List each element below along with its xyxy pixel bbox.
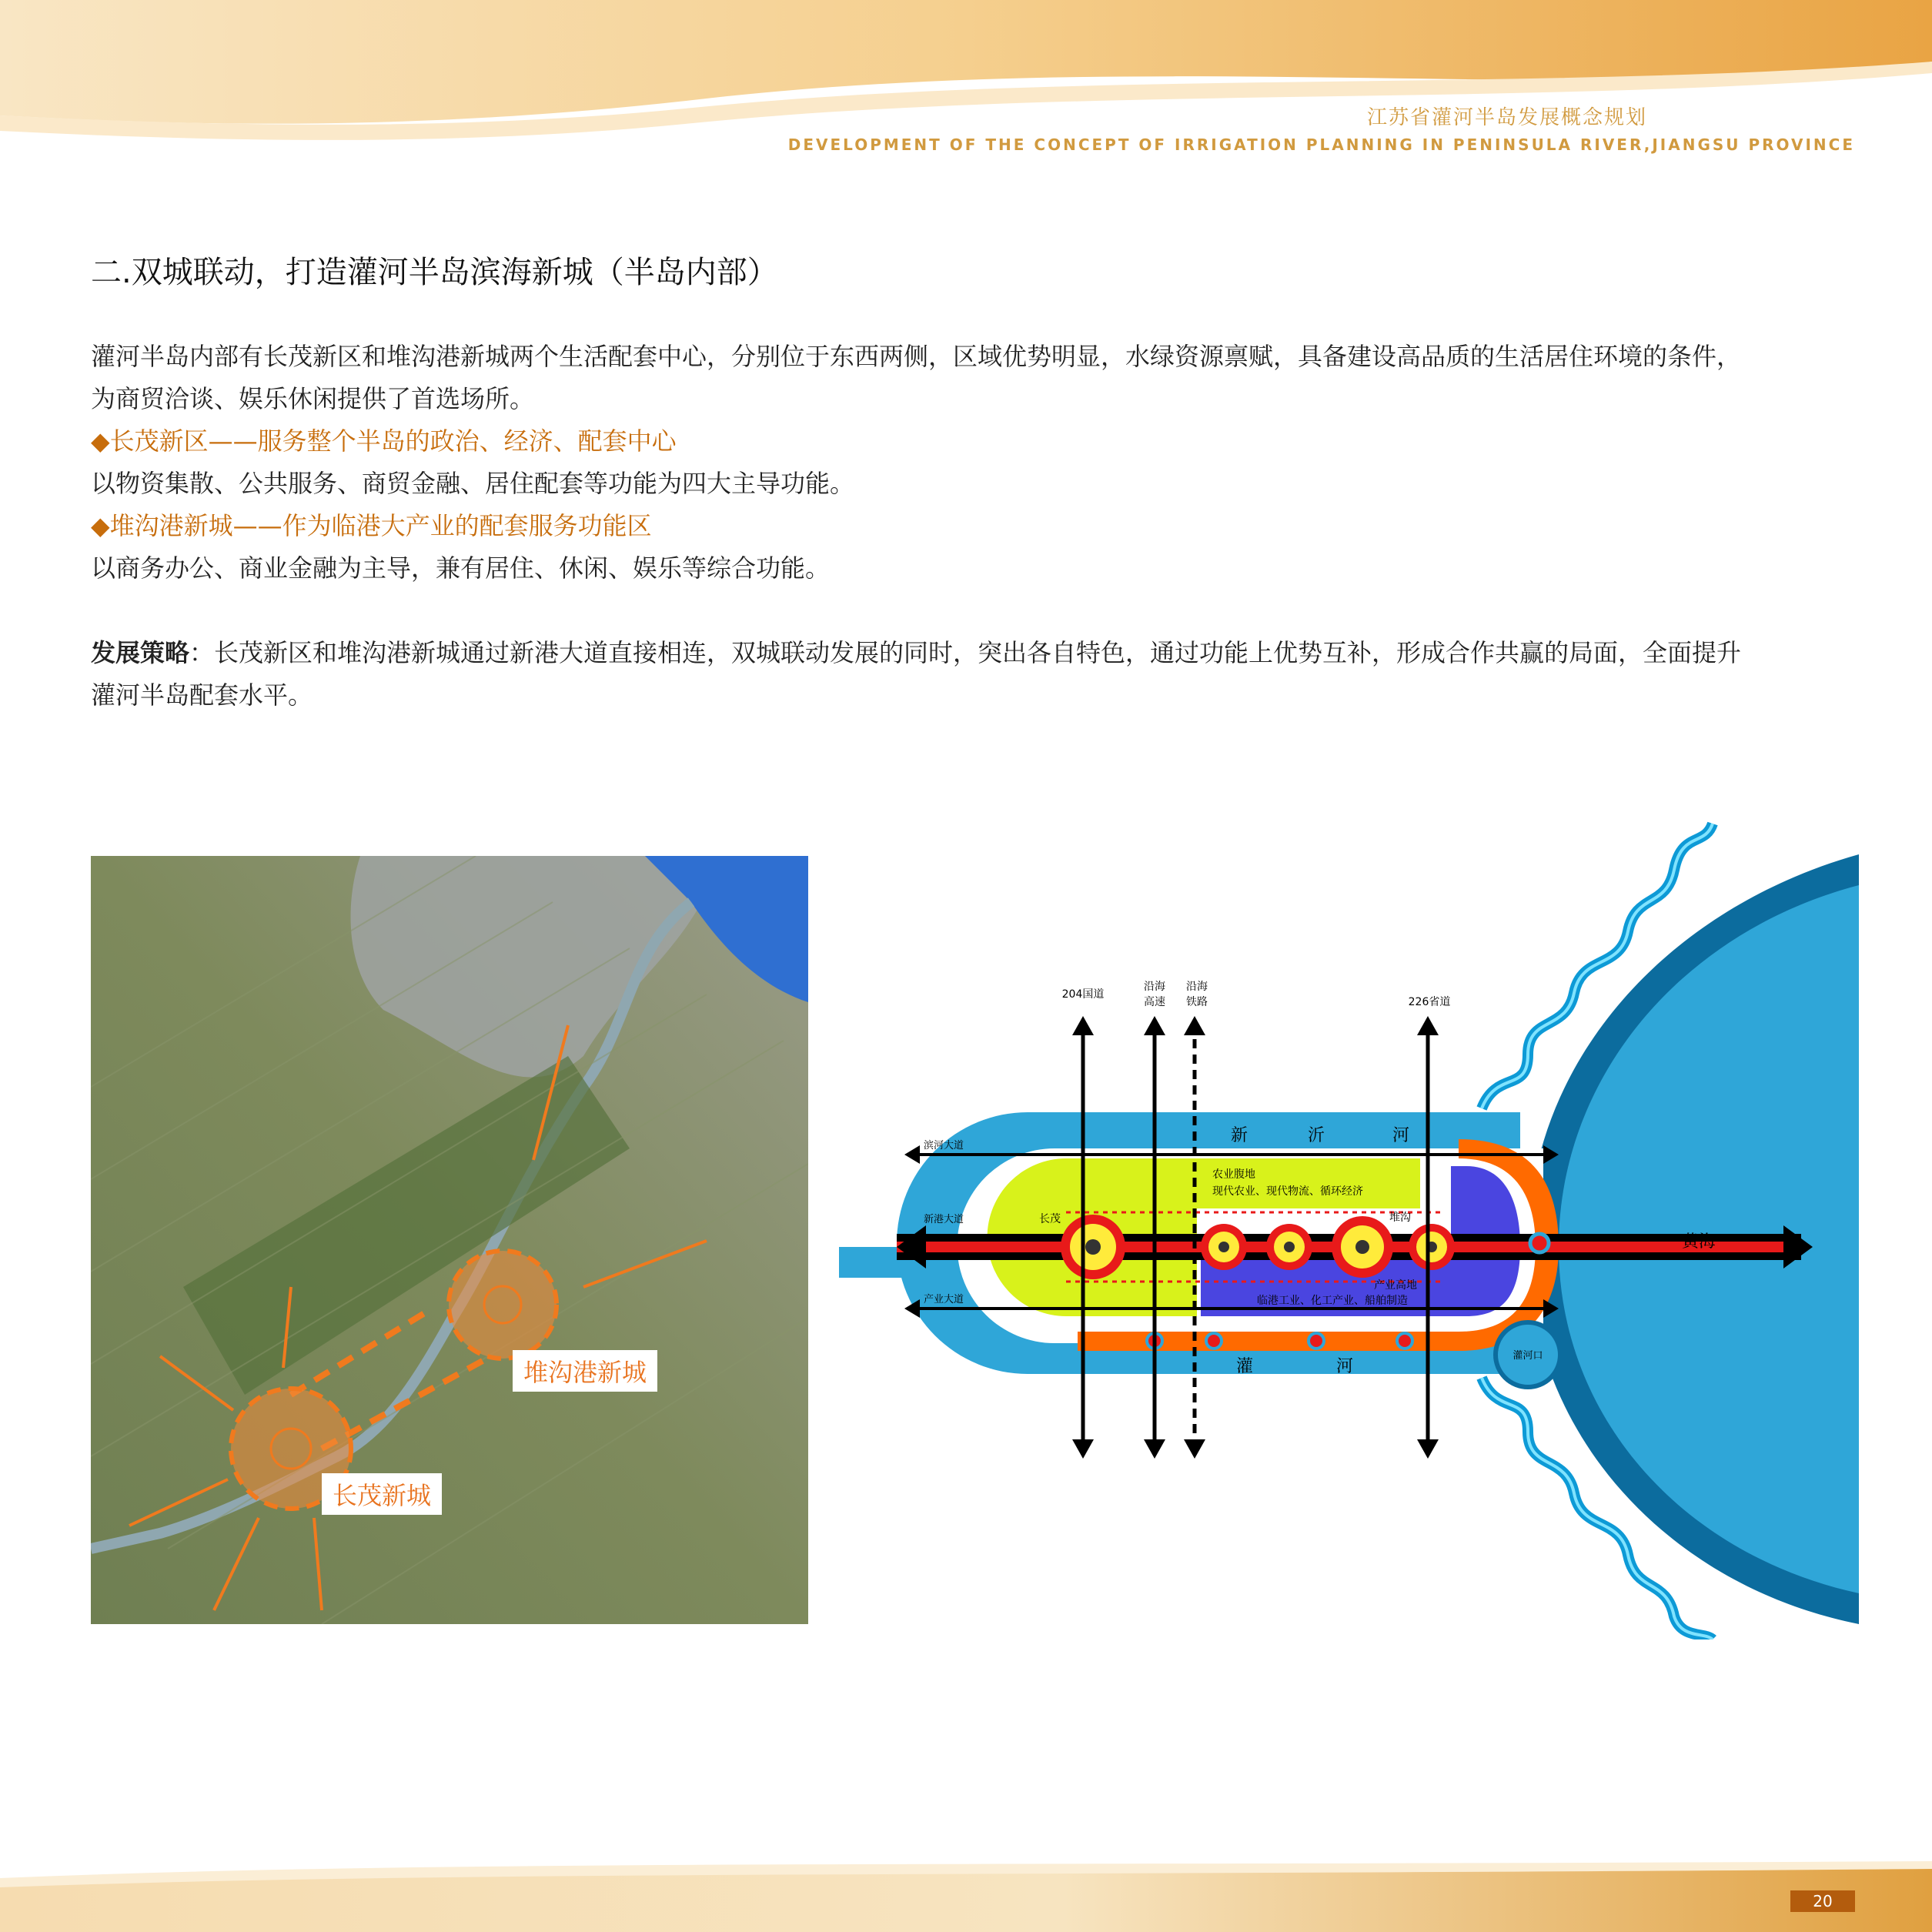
- page-number: 20: [1790, 1890, 1855, 1912]
- label-xinyi-2: 沂: [1307, 1126, 1325, 1145]
- label-changmao: 长茂: [1039, 1213, 1061, 1225]
- label-coastal-hw-2: 高速: [1144, 996, 1165, 1008]
- label-guanhekou: 灌河口: [1513, 1350, 1543, 1362]
- satellite-image: [91, 856, 808, 1624]
- label-agri-1: 农业腹地: [1212, 1168, 1255, 1181]
- satellite-map: [91, 856, 808, 1624]
- strategy-text-1: ：长茂新区和堆沟港新城通过新港大道直接相连，双城联动发展的同时，突出各自特色，通过功能上优势互补，形成合作共赢的局面，全面提升: [189, 638, 1742, 667]
- strategy-line-1: [91, 632, 1830, 674]
- label-industry-2: 临港工业、化工产业、船舶制造: [1257, 1295, 1408, 1307]
- header-title-cn: 江苏省灌河半岛发展概念规划: [1366, 106, 1647, 129]
- label-road-226: 226省道: [1408, 996, 1451, 1008]
- label-yellow-sea: 黄海: [1682, 1232, 1716, 1252]
- label-coastal-rail-1: 沿海: [1186, 981, 1208, 993]
- label-xinyi-3: 河: [1392, 1126, 1410, 1145]
- label-xinyi-1: 新: [1230, 1126, 1248, 1145]
- label-coastal-rail-2: 铁路: [1186, 996, 1208, 1008]
- intro-line-2: 为商贸洽谈、娱乐休闲提供了首选场所。: [91, 384, 535, 413]
- strategy-line-2: 灌河半岛配套水平。: [91, 680, 313, 710]
- label-changmao-new-city: 长茂新城: [322, 1473, 442, 1515]
- label-duigou: 堆沟: [1389, 1212, 1411, 1224]
- label-industry-1: 产业高地: [1374, 1279, 1417, 1292]
- label-coastal-hw-1: 沿海: [1144, 981, 1165, 993]
- label-industry-road: 产业大道: [924, 1294, 964, 1305]
- label-duigou-new-city: 堆沟港新城: [513, 1350, 657, 1392]
- label-binhe-road: 滨河大道: [924, 1140, 964, 1152]
- footer-banner: [0, 1847, 1932, 1932]
- label-road-204: 204国道: [1061, 988, 1105, 1001]
- strategy-label: 发展策略: [91, 638, 190, 667]
- label-agri-2: 现代农业、现代物流、循环经济: [1212, 1185, 1363, 1198]
- body-text: [91, 336, 1830, 717]
- label-guan-2: 河: [1335, 1357, 1354, 1376]
- bullet-changmao: ◆长茂新区——服务整个半岛的政治、经济、配套中心: [91, 426, 677, 456]
- section-title: 二.双城联动，打造灌河半岛滨海新城（半岛内部）: [91, 255, 778, 290]
- bullet-duigou: ◆堆沟港新城——作为临港大产业的配套服务功能区: [91, 511, 652, 540]
- bullet-duigou-desc: 以商务办公、商业金融为主导，兼有居住、休闲、娱乐等综合功能。: [91, 553, 831, 583]
- label-xingang-road: 新港大道: [924, 1214, 964, 1225]
- label-guan-1: 灌: [1235, 1357, 1254, 1376]
- bullet-changmao-desc: 以物资集散、公共服务、商贸金融、居住配套等功能为四大主导功能。: [91, 469, 855, 498]
- header-title-en: DEVELOPMENT OF THE CONCEPT OF IRRIGATION PLANNING IN PENINSULA RIVER,JIANGSU PROVINCE: [787, 135, 1855, 154]
- intro-line-1: 灌河半岛内部有长茂新区和堆沟港新城两个生活配套中心，分别位于东西两侧，区域优势明显，水绿资源禀赋，具备建设高品质的生活居住环境的条件，: [91, 342, 1742, 371]
- structure-diagram: [835, 816, 1859, 1640]
